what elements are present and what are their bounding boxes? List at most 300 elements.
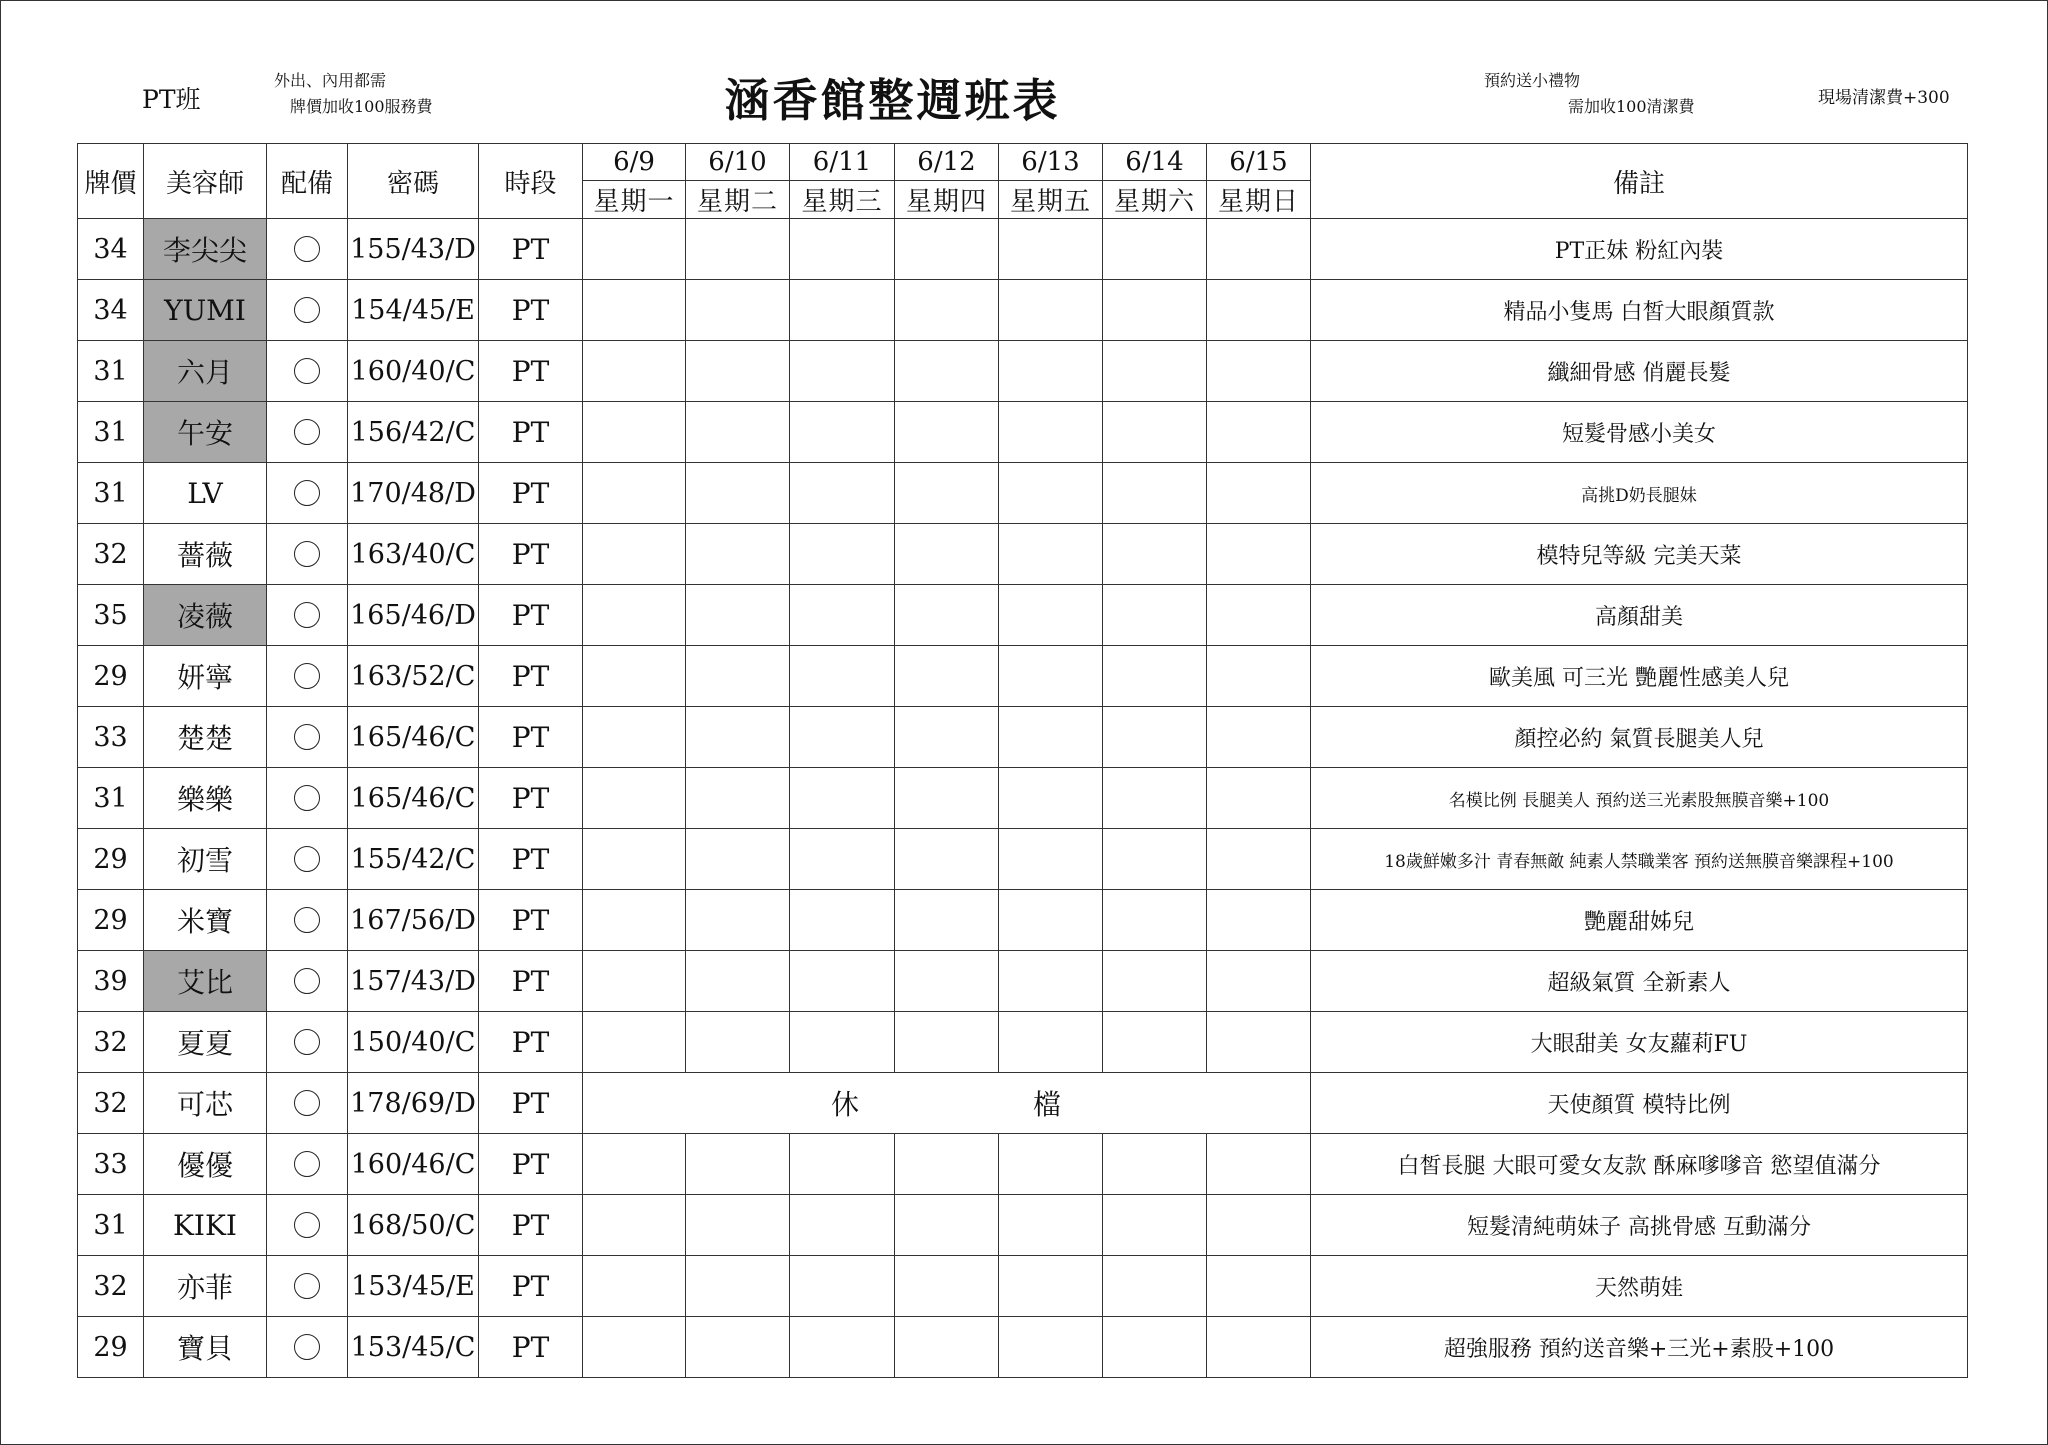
day-cell <box>999 1256 1103 1317</box>
day-cell <box>895 768 999 829</box>
day-cell <box>1103 219 1207 280</box>
stylist-name: 夏夏 <box>144 1012 267 1073</box>
day-cell <box>686 1317 790 1378</box>
equip-cell <box>267 1012 348 1073</box>
price-cell: 29 <box>78 1317 144 1378</box>
day-cell <box>1103 1012 1207 1073</box>
slot-cell: PT <box>479 646 583 707</box>
weekday-header: 星期日 <box>1207 181 1311 219</box>
equip-circle-icon <box>294 663 320 689</box>
day-cell <box>790 463 895 524</box>
stylist-name: 米寶 <box>144 890 267 951</box>
code-cell: 163/40/C <box>348 524 479 585</box>
day-cell <box>686 585 790 646</box>
remark-cell: PT正妹 粉紅內裝 <box>1311 219 1968 280</box>
stylist-name: 六月 <box>144 341 267 402</box>
date-header: 6/9 <box>583 144 686 181</box>
price-cell: 39 <box>78 951 144 1012</box>
day-cell <box>1207 707 1311 768</box>
day-cell <box>1103 768 1207 829</box>
remark-cell: 天使顏質 模特比例 <box>1311 1073 1968 1134</box>
day-cell <box>1207 951 1311 1012</box>
slot-cell: PT <box>479 280 583 341</box>
code-cell: 168/50/C <box>348 1195 479 1256</box>
day-cell <box>790 951 895 1012</box>
equip-cell <box>267 1256 348 1317</box>
cleaning-fee-note: 現場清潔費+300 <box>1818 88 1950 108</box>
day-cell <box>895 646 999 707</box>
day-cell <box>686 646 790 707</box>
day-cell <box>1103 402 1207 463</box>
day-cell <box>1207 1317 1311 1378</box>
stylist-name: 初雪 <box>144 829 267 890</box>
table-row <box>78 768 1968 829</box>
day-cell <box>1207 646 1311 707</box>
equip-circle-icon <box>294 846 320 872</box>
stylist-name: 可芯 <box>144 1073 267 1134</box>
day-cell <box>790 1256 895 1317</box>
day-cell <box>895 1317 999 1378</box>
equip-cell <box>267 768 348 829</box>
code-cell: 165/46/C <box>348 768 479 829</box>
table-row <box>78 646 1968 707</box>
leave-cell <box>583 1073 1311 1134</box>
day-cell <box>790 1134 895 1195</box>
col-header-price: 牌價 <box>78 144 144 219</box>
remark-cell: 超強服務 預約送音樂+三光+素股+100 <box>1311 1317 1968 1378</box>
equip-circle-icon <box>294 602 320 628</box>
weekday-header: 星期三 <box>790 181 895 219</box>
date-header: 6/13 <box>999 144 1103 181</box>
remark-cell: 高挑D奶長腿妹 <box>1311 463 1968 524</box>
day-cell <box>1103 1317 1207 1378</box>
code-cell: 160/46/C <box>348 1134 479 1195</box>
weekday-header: 星期五 <box>999 181 1103 219</box>
day-cell <box>583 1256 686 1317</box>
equip-circle-icon <box>294 1090 320 1116</box>
equip-cell <box>267 585 348 646</box>
price-cell: 32 <box>78 1073 144 1134</box>
equip-cell <box>267 707 348 768</box>
slot-cell: PT <box>479 585 583 646</box>
slot-cell: PT <box>479 402 583 463</box>
leave-text-1: 休 <box>831 1088 860 1121</box>
slot-cell: PT <box>479 341 583 402</box>
day-cell <box>999 890 1103 951</box>
day-cell <box>583 463 686 524</box>
stylist-name: 李尖尖 <box>144 219 267 280</box>
table-row <box>78 829 1968 890</box>
price-cell: 31 <box>78 463 144 524</box>
day-cell <box>1207 829 1311 890</box>
slot-cell: PT <box>479 707 583 768</box>
table-row <box>78 951 1968 1012</box>
class-label: PT班 <box>142 85 201 114</box>
day-cell <box>686 524 790 585</box>
col-header-remark: 備註 <box>1311 144 1968 219</box>
stylist-name: 亦菲 <box>144 1256 267 1317</box>
price-cell: 33 <box>78 707 144 768</box>
day-cell <box>686 1256 790 1317</box>
stylist-name: 薔薇 <box>144 524 267 585</box>
day-cell <box>1207 1256 1311 1317</box>
remark-cell: 歐美風 可三光 艷麗性感美人兒 <box>1311 646 1968 707</box>
equip-circle-icon <box>294 419 320 445</box>
table-row <box>78 1134 1968 1195</box>
day-cell <box>583 1134 686 1195</box>
remark-cell: 18歲鮮嫩多汁 青春無敵 純素人禁職業客 預約送無膜音樂課程+100 <box>1311 829 1968 890</box>
service-fee-note-line1: 外出、內用都需 <box>274 71 387 90</box>
weekday-header: 星期四 <box>895 181 999 219</box>
code-cell: 160/40/C <box>348 341 479 402</box>
stylist-name: 寶貝 <box>144 1317 267 1378</box>
day-cell <box>583 585 686 646</box>
slot-cell: PT <box>479 1073 583 1134</box>
table-row <box>78 341 1968 402</box>
day-cell <box>583 280 686 341</box>
price-cell: 32 <box>78 1256 144 1317</box>
leave-text-2: 檔 <box>1033 1088 1062 1121</box>
day-cell <box>895 707 999 768</box>
slot-cell: PT <box>479 1317 583 1378</box>
equip-cell <box>267 1134 348 1195</box>
col-header-code: 密碼 <box>348 144 479 219</box>
table-row <box>78 1073 1968 1134</box>
day-cell <box>790 341 895 402</box>
price-cell: 29 <box>78 646 144 707</box>
slot-cell: PT <box>479 1256 583 1317</box>
price-cell: 31 <box>78 1195 144 1256</box>
day-cell <box>1103 829 1207 890</box>
day-cell <box>999 280 1103 341</box>
equip-circle-icon <box>294 1212 320 1238</box>
col-header-equip: 配備 <box>267 144 348 219</box>
table-row <box>78 707 1968 768</box>
price-cell: 33 <box>78 1134 144 1195</box>
day-cell <box>790 707 895 768</box>
date-header: 6/15 <box>1207 144 1311 181</box>
stylist-name: KIKI <box>144 1195 267 1256</box>
day-cell <box>895 280 999 341</box>
day-cell <box>1207 768 1311 829</box>
stylist-name: 楚楚 <box>144 707 267 768</box>
slot-cell: PT <box>479 768 583 829</box>
day-cell <box>790 524 895 585</box>
day-cell <box>1103 524 1207 585</box>
equip-cell <box>267 890 348 951</box>
remark-cell: 纖細骨感 俏麗長髮 <box>1311 341 1968 402</box>
day-cell <box>999 463 1103 524</box>
equip-cell <box>267 280 348 341</box>
price-cell: 29 <box>78 829 144 890</box>
day-cell <box>1103 890 1207 951</box>
weekday-header: 星期二 <box>686 181 790 219</box>
table-row <box>78 1317 1968 1378</box>
price-cell: 32 <box>78 524 144 585</box>
day-cell <box>790 768 895 829</box>
stylist-name: 午安 <box>144 402 267 463</box>
day-cell <box>686 402 790 463</box>
equip-circle-icon <box>294 236 320 262</box>
weekday-header: 星期一 <box>583 181 686 219</box>
day-cell <box>999 646 1103 707</box>
gift-note-line1: 預約送小禮物 <box>1484 71 1581 90</box>
day-cell <box>583 402 686 463</box>
code-cell: 155/43/D <box>348 219 479 280</box>
remark-cell: 天然萌娃 <box>1311 1256 1968 1317</box>
equip-circle-icon <box>294 541 320 567</box>
remark-cell: 短髮清純萌妹子 高挑骨感 互動滿分 <box>1311 1195 1968 1256</box>
day-cell <box>1207 219 1311 280</box>
day-cell <box>583 890 686 951</box>
day-cell <box>686 463 790 524</box>
slot-cell: PT <box>479 829 583 890</box>
page-title: 涵香館整週班表 <box>724 74 1061 127</box>
price-cell: 29 <box>78 890 144 951</box>
day-cell <box>686 1195 790 1256</box>
day-cell <box>895 1256 999 1317</box>
table-row <box>78 463 1968 524</box>
table-row <box>78 890 1968 951</box>
equip-cell <box>267 463 348 524</box>
day-cell <box>790 1012 895 1073</box>
date-header: 6/14 <box>1103 144 1207 181</box>
day-cell <box>1207 1012 1311 1073</box>
slot-cell: PT <box>479 219 583 280</box>
equip-circle-icon <box>294 297 320 323</box>
date-header: 6/10 <box>686 144 790 181</box>
remark-cell: 精品小隻馬 白皙大眼顏質款 <box>1311 280 1968 341</box>
day-cell <box>999 524 1103 585</box>
col-header-stylist: 美容師 <box>144 144 267 219</box>
remark-cell: 模特兒等級 完美天菜 <box>1311 524 1968 585</box>
day-cell <box>895 524 999 585</box>
col-header-slot: 時段 <box>479 144 583 219</box>
stylist-name: 優優 <box>144 1134 267 1195</box>
table-row <box>78 585 1968 646</box>
day-cell <box>1103 1195 1207 1256</box>
day-cell <box>583 707 686 768</box>
day-cell <box>1207 1195 1311 1256</box>
stylist-name: 艾比 <box>144 951 267 1012</box>
table-row <box>78 219 1968 280</box>
remark-cell: 名模比例 長腿美人 預約送三光素股無膜音樂+100 <box>1311 768 1968 829</box>
stylist-name: 妍寧 <box>144 646 267 707</box>
day-cell <box>895 1134 999 1195</box>
day-cell <box>1207 585 1311 646</box>
slot-cell: PT <box>479 524 583 585</box>
slot-cell: PT <box>479 1012 583 1073</box>
table-row <box>78 402 1968 463</box>
day-cell <box>790 219 895 280</box>
stylist-name: 樂樂 <box>144 768 267 829</box>
day-cell <box>999 1012 1103 1073</box>
day-cell <box>1103 951 1207 1012</box>
equip-circle-icon <box>294 1334 320 1360</box>
price-cell: 31 <box>78 402 144 463</box>
stylist-name: YUMI <box>144 280 267 341</box>
day-cell <box>583 646 686 707</box>
day-cell <box>895 585 999 646</box>
remark-cell: 大眼甜美 女友蘿莉FU <box>1311 1012 1968 1073</box>
day-cell <box>999 1195 1103 1256</box>
day-cell <box>895 463 999 524</box>
day-cell <box>790 1317 895 1378</box>
day-cell <box>999 707 1103 768</box>
equip-cell <box>267 1195 348 1256</box>
day-cell <box>999 951 1103 1012</box>
day-cell <box>790 402 895 463</box>
day-cell <box>583 1317 686 1378</box>
equip-cell <box>267 341 348 402</box>
table-row <box>78 1195 1968 1256</box>
day-cell <box>999 219 1103 280</box>
table-row <box>78 1012 1968 1073</box>
equip-circle-icon <box>294 785 320 811</box>
remark-cell: 超級氣質 全新素人 <box>1311 951 1968 1012</box>
code-cell: 165/46/C <box>348 707 479 768</box>
slot-cell: PT <box>479 463 583 524</box>
day-cell <box>999 829 1103 890</box>
day-cell <box>1207 524 1311 585</box>
gift-note-line2: 需加收100清潔費 <box>1568 97 1695 116</box>
day-cell <box>895 402 999 463</box>
equip-circle-icon <box>294 907 320 933</box>
day-cell <box>686 707 790 768</box>
day-cell <box>1103 646 1207 707</box>
day-cell <box>583 341 686 402</box>
day-cell <box>1103 463 1207 524</box>
remark-cell: 白皙長腿 大眼可愛女友款 酥麻嗲嗲音 慾望值滿分 <box>1311 1134 1968 1195</box>
code-cell: 167/56/D <box>348 890 479 951</box>
day-cell <box>583 829 686 890</box>
day-cell <box>1103 280 1207 341</box>
day-cell <box>686 341 790 402</box>
equip-cell <box>267 829 348 890</box>
day-cell <box>1207 463 1311 524</box>
equip-cell <box>267 524 348 585</box>
stylist-name: LV <box>144 463 267 524</box>
day-cell <box>999 402 1103 463</box>
day-cell <box>583 1012 686 1073</box>
day-cell <box>686 1134 790 1195</box>
day-cell <box>686 219 790 280</box>
equip-circle-icon <box>294 480 320 506</box>
equip-cell <box>267 402 348 463</box>
date-header: 6/12 <box>895 144 999 181</box>
day-cell <box>583 951 686 1012</box>
service-fee-note-line2: 牌價加收100服務費 <box>290 97 433 116</box>
weekday-header: 星期六 <box>1103 181 1207 219</box>
price-cell: 32 <box>78 1012 144 1073</box>
table-row <box>78 280 1968 341</box>
equip-cell <box>267 219 348 280</box>
code-cell: 153/45/C <box>348 1317 479 1378</box>
day-cell <box>583 219 686 280</box>
equip-circle-icon <box>294 1029 320 1055</box>
day-cell <box>790 280 895 341</box>
code-cell: 178/69/D <box>348 1073 479 1134</box>
equip-cell <box>267 951 348 1012</box>
day-cell <box>1103 341 1207 402</box>
day-cell <box>790 829 895 890</box>
code-cell: 165/46/D <box>348 585 479 646</box>
equip-circle-icon <box>294 1151 320 1177</box>
price-cell: 31 <box>78 341 144 402</box>
equip-cell <box>267 646 348 707</box>
day-cell <box>999 1134 1103 1195</box>
day-cell <box>1103 707 1207 768</box>
remark-cell: 艷麗甜姊兒 <box>1311 890 1968 951</box>
day-cell <box>895 1195 999 1256</box>
day-cell <box>895 890 999 951</box>
price-cell: 34 <box>78 280 144 341</box>
day-cell <box>686 768 790 829</box>
code-cell: 163/52/C <box>348 646 479 707</box>
day-cell <box>999 768 1103 829</box>
day-cell <box>686 951 790 1012</box>
equip-circle-icon <box>294 358 320 384</box>
code-cell: 153/45/E <box>348 1256 479 1317</box>
day-cell <box>1103 1134 1207 1195</box>
price-cell: 35 <box>78 585 144 646</box>
price-cell: 31 <box>78 768 144 829</box>
equip-circle-icon <box>294 724 320 750</box>
date-header: 6/11 <box>790 144 895 181</box>
day-cell <box>999 585 1103 646</box>
code-cell: 170/48/D <box>348 463 479 524</box>
day-cell <box>895 829 999 890</box>
remark-cell: 高顏甜美 <box>1311 585 1968 646</box>
day-cell <box>790 646 895 707</box>
day-cell <box>686 829 790 890</box>
header-row-dates <box>78 144 1968 181</box>
equip-cell <box>267 1073 348 1134</box>
day-cell <box>999 1317 1103 1378</box>
day-cell <box>686 1012 790 1073</box>
day-cell <box>1207 1134 1311 1195</box>
code-cell: 154/45/E <box>348 280 479 341</box>
slot-cell: PT <box>479 890 583 951</box>
day-cell <box>790 890 895 951</box>
day-cell <box>1207 402 1311 463</box>
price-cell: 34 <box>78 219 144 280</box>
day-cell <box>895 341 999 402</box>
day-cell <box>583 1195 686 1256</box>
day-cell <box>790 585 895 646</box>
gift-note <box>1484 68 1695 120</box>
day-cell <box>1207 341 1311 402</box>
remark-cell: 顏控必約 氣質長腿美人兒 <box>1311 707 1968 768</box>
code-cell: 150/40/C <box>348 1012 479 1073</box>
code-cell: 155/42/C <box>348 829 479 890</box>
stylist-name: 凌薇 <box>144 585 267 646</box>
day-cell <box>999 341 1103 402</box>
slot-cell: PT <box>479 1195 583 1256</box>
day-cell <box>583 768 686 829</box>
day-cell <box>583 524 686 585</box>
schedule-body <box>78 219 1968 1378</box>
day-cell <box>686 890 790 951</box>
remark-cell: 短髮骨感小美女 <box>1311 402 1968 463</box>
day-cell <box>1103 1256 1207 1317</box>
equip-circle-icon <box>294 968 320 994</box>
day-cell <box>895 951 999 1012</box>
slot-cell: PT <box>479 951 583 1012</box>
day-cell <box>1207 280 1311 341</box>
code-cell: 156/42/C <box>348 402 479 463</box>
day-cell <box>895 1012 999 1073</box>
